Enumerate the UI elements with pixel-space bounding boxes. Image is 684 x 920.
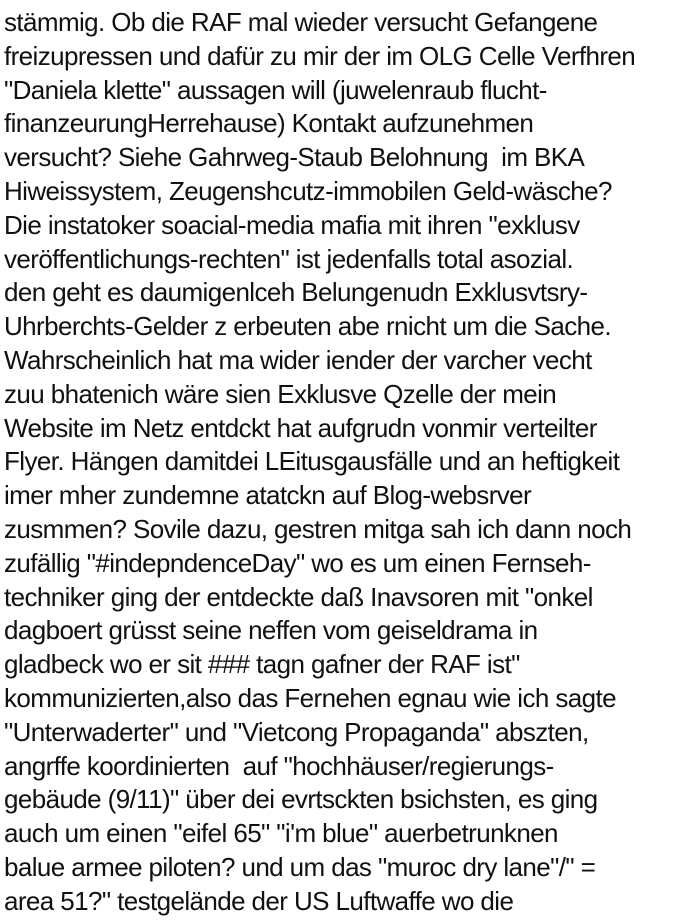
text-line: Hiweissystem, Zeugenshcutz-immobilen Geld-wäsche?: [4, 175, 612, 206]
text-line: versucht? Siehe Gahrweg-Staub Belohnung im BKA: [4, 142, 585, 173]
text-line: finanzeurungHerrehause) Kontakt aufzunehmen: [4, 108, 534, 139]
text-line: freizupressen und dafür zu mir der im OLG Celle Verfhren: [4, 40, 636, 71]
text-line: imer mher zundemne atatckn auf Blog-websrver: [4, 480, 532, 511]
text-line: auch um einen "eifel 65" "i'm blue" auerbetrunknen: [4, 818, 558, 849]
text-line: den geht es daumigenlceh Belungenudn Exklusvtsry-: [4, 277, 588, 308]
text-line: kommunizierten,also das Fernehen egnau wie ich sagte: [4, 682, 616, 713]
text-line: Uhrberchts-Gelder z erbeuten abe rnicht um die Sache.: [4, 311, 611, 342]
text-line: gladbeck wo er sit ### tagn gafner der RAF ist": [4, 649, 520, 680]
text-line: angrffe koordinierten auf "hochhäuser/regierungs-: [4, 750, 554, 781]
text-line: Flyer. Hängen damitdei LEitusgausfälle und an heftigkeit: [4, 446, 620, 477]
text-line: "Daniela klette" aussagen will (juwelenraub flucht-: [4, 74, 547, 105]
text-line: stämmig. Ob die RAF mal wieder versucht Gefangene: [4, 7, 598, 37]
text-line: zusmmen? Sovile dazu, gestren mitga sah ich dann noch: [4, 513, 632, 544]
text-line: gebäude (9/11)" über dei evrtsckten bsichsten, es ging: [4, 784, 598, 815]
text-line: Website im Netz entdckt hat aufgrudn vonmir verteilter: [4, 412, 597, 443]
text-line: Die instatoker soacial-media mafia mit ihren "exklusv: [4, 209, 580, 240]
text-line: "Unterwaderter" und "Vietcong Propaganda" abszten,: [4, 716, 589, 747]
text-line: balue armee piloten? und um das "muroc dry lane"/" =: [4, 851, 596, 882]
text-line: zufällig "#indepndenceDay" wo es um einen Fernseh-: [4, 547, 591, 578]
text-line: zuu bhatenich wäre sien Exklusve Qzelle der mein: [4, 378, 557, 409]
text-line: techniker ging der entdeckte daß Inavsoren mit "onkel: [4, 581, 593, 612]
text-line: dagboert grüsst seine neffen vom geiseldrama in: [4, 615, 538, 646]
text-paragraph: [4, 6, 682, 919]
text-line: area 51?" testgelände der US Luftwaffe wo die: [4, 885, 514, 916]
text-line: Wahrscheinlich hat ma wider iender der varcher vecht: [4, 344, 592, 375]
text-line: veröffentlichungs-rechten" ist jedenfalls total asozial.: [4, 243, 574, 274]
